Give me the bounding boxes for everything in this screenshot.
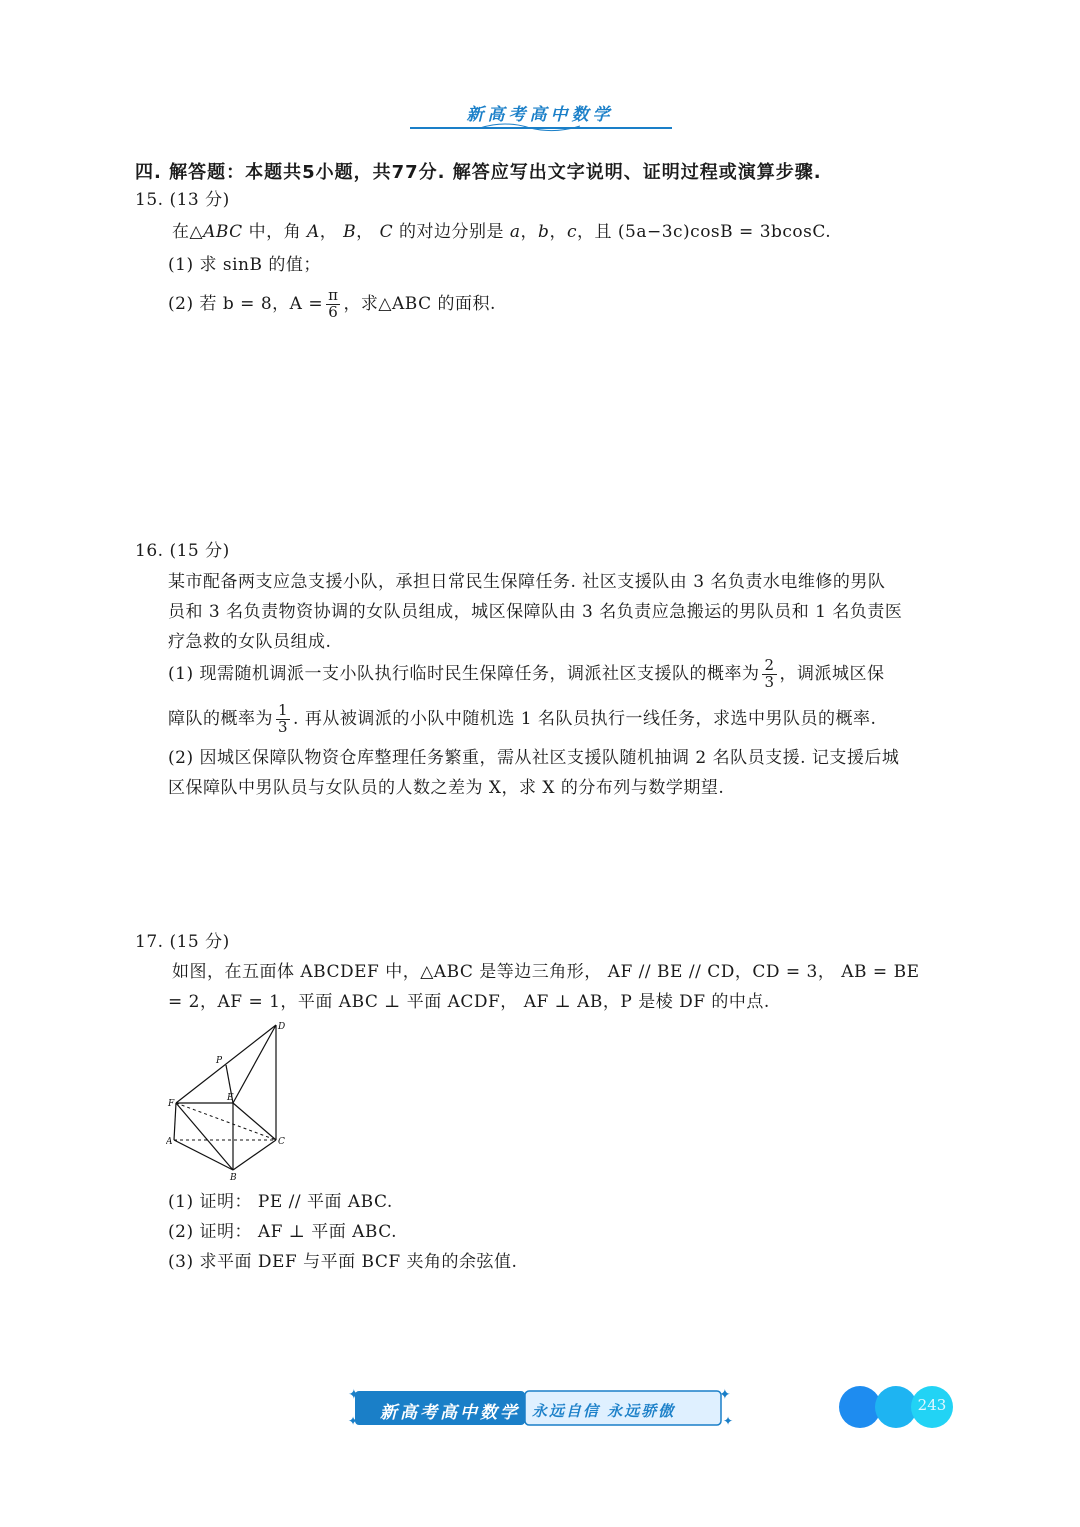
edge-bc <box>233 1140 276 1170</box>
q15-side-a: a <box>509 222 521 242</box>
q15-stem-text: 的对边分别是 <box>399 222 504 242</box>
q17-number: 17. <box>135 932 164 952</box>
edge-ec <box>233 1103 276 1140</box>
fraction-denominator: 6 <box>328 302 339 321</box>
q15-angle-b: B <box>343 222 357 242</box>
q15-part2-text: ，求△ABC 的面积. <box>343 293 496 314</box>
q16-part2-line2: 区保障队中男队员与女队员的人数之差为 X，求 X 的分布列与数学期望. <box>168 778 725 798</box>
q16-line1: 某市配备两支应急支援小队，承担日常民生保障任务. 社区支援队由 3 名负责水电维修的男队 <box>168 572 886 592</box>
q15-stem-equation: ，且 (5a−3c)cosB = 3bcosC. <box>576 222 832 242</box>
q16-part1-text: (1) 现需随机调派一支小队执行临时民生保障任务，调派社区支援队的概率为 <box>168 663 760 684</box>
q15-fraction <box>326 288 340 321</box>
pentahedron-figure <box>166 1020 296 1180</box>
q16-header <box>135 541 230 561</box>
fraction-denominator: 3 <box>278 717 289 736</box>
q15-number: 15. <box>135 190 164 210</box>
q15-angle-a: A <box>306 222 320 242</box>
q16-part1-text: ，调派城区保 <box>779 663 885 684</box>
label-a: A <box>166 1137 173 1147</box>
q17-part2: (2) 证明： AF ⊥ 平面 ABC. <box>168 1222 398 1242</box>
q15-part2 <box>168 288 496 321</box>
star-icon: ✦ <box>719 1387 731 1403</box>
q16-part1-text: . 再从被调派的小队中随机选 1 名队员执行一线任务，求选中男队员的概率. <box>293 708 877 729</box>
q16-fraction-1-3 <box>276 703 290 736</box>
q16-line3: 疗急救的女队员组成. <box>168 632 332 652</box>
section-heading: 四. 解答题：本题共5小题，共77分. 解答应写出文字说明、证明过程或演算步骤. <box>135 162 822 183</box>
star-icon: ✦ <box>348 1387 360 1403</box>
edge-ed <box>233 1025 276 1103</box>
q15-side-c: c <box>566 222 577 242</box>
edge-fd <box>176 1025 276 1103</box>
label-e: E <box>227 1093 234 1103</box>
fraction-numerator: 2 <box>764 656 775 674</box>
q15-stem-text: 中，角 <box>248 222 302 242</box>
fraction-numerator: 1 <box>278 701 289 719</box>
q17-part3: (3) 求平面 DEF 与平面 BCF 夹角的余弦值. <box>168 1252 518 1272</box>
q16-line2: 员和 3 名负责物资协调的女队员组成，城区保障队由 3 名负责应急搬运的男队员和 1 名负责医 <box>168 602 903 622</box>
q17-line2: = 2，AF = 1，平面 ABC ⊥ 平面 ACDF， AF ⊥ AB，P 是棱 DF 的中点. <box>168 992 770 1012</box>
fraction-denominator: 3 <box>764 672 775 691</box>
q16-score: (15 分) <box>169 541 230 561</box>
q15-score: (13 分) <box>169 190 230 210</box>
q16-part1-text: 障队的概率为 <box>168 708 273 729</box>
q15-stem: 在△ABC 中，角 A， B， C 的对边分别是 a，b，c，且 (5a−3c)cosB = 3bcosC. <box>172 222 832 242</box>
label-p: P <box>216 1056 223 1066</box>
edge-ab <box>174 1140 233 1170</box>
label-d: D <box>278 1022 286 1032</box>
header-title: 新高考高中数学 <box>466 105 614 125</box>
q15-part1: (1) 求 sinB 的值； <box>168 255 321 275</box>
q16-fraction-2-3 <box>762 658 776 691</box>
label-c: C <box>278 1137 285 1147</box>
q16-part1-line2 <box>168 703 876 736</box>
header-rule <box>410 118 672 134</box>
q15-angle-c: C <box>379 222 394 242</box>
label-b: B <box>230 1173 237 1180</box>
q16-part1-line1 <box>168 658 885 691</box>
q17-part1: (1) 证明： PE // 平面 ABC. <box>168 1192 393 1212</box>
label-f: F <box>168 1099 175 1109</box>
q17-line1: 如图，在五面体 ABCDEF 中，△ABC 是等边三角形， AF // BE // CD，CD = 3， AB = BE <box>172 962 920 982</box>
q15-stem-sep: ， <box>356 222 374 242</box>
edge-fa <box>174 1103 176 1140</box>
q15-stem-triangle: ABC <box>203 222 243 242</box>
q15-stem-text: 在△ <box>172 222 204 242</box>
page-number: 243 <box>917 1396 947 1414</box>
footer-slogan: 永远自信 永远骄傲 <box>532 1402 676 1420</box>
star-icon: ✦ <box>348 1414 359 1428</box>
q15-part2-text: (2) 若 b = 8，A = <box>168 293 324 314</box>
q15-header <box>135 190 230 210</box>
q16-part2-line1: (2) 因城区保障队物资仓库整理任务繁重，需从社区支援队随机抽调 2 名队员支援. 记支援后城 <box>168 748 900 768</box>
q17-header <box>135 932 230 952</box>
q17-score: (15 分) <box>169 932 230 952</box>
q15-stem-sep: ， <box>319 222 338 242</box>
footer-banner-title: 新高考高中数学 <box>380 1403 520 1423</box>
fraction-numerator: π <box>328 286 339 304</box>
q15-side-b: b <box>538 222 550 242</box>
star-icon: ✦ <box>723 1414 734 1428</box>
q16-number: 16. <box>135 541 164 561</box>
